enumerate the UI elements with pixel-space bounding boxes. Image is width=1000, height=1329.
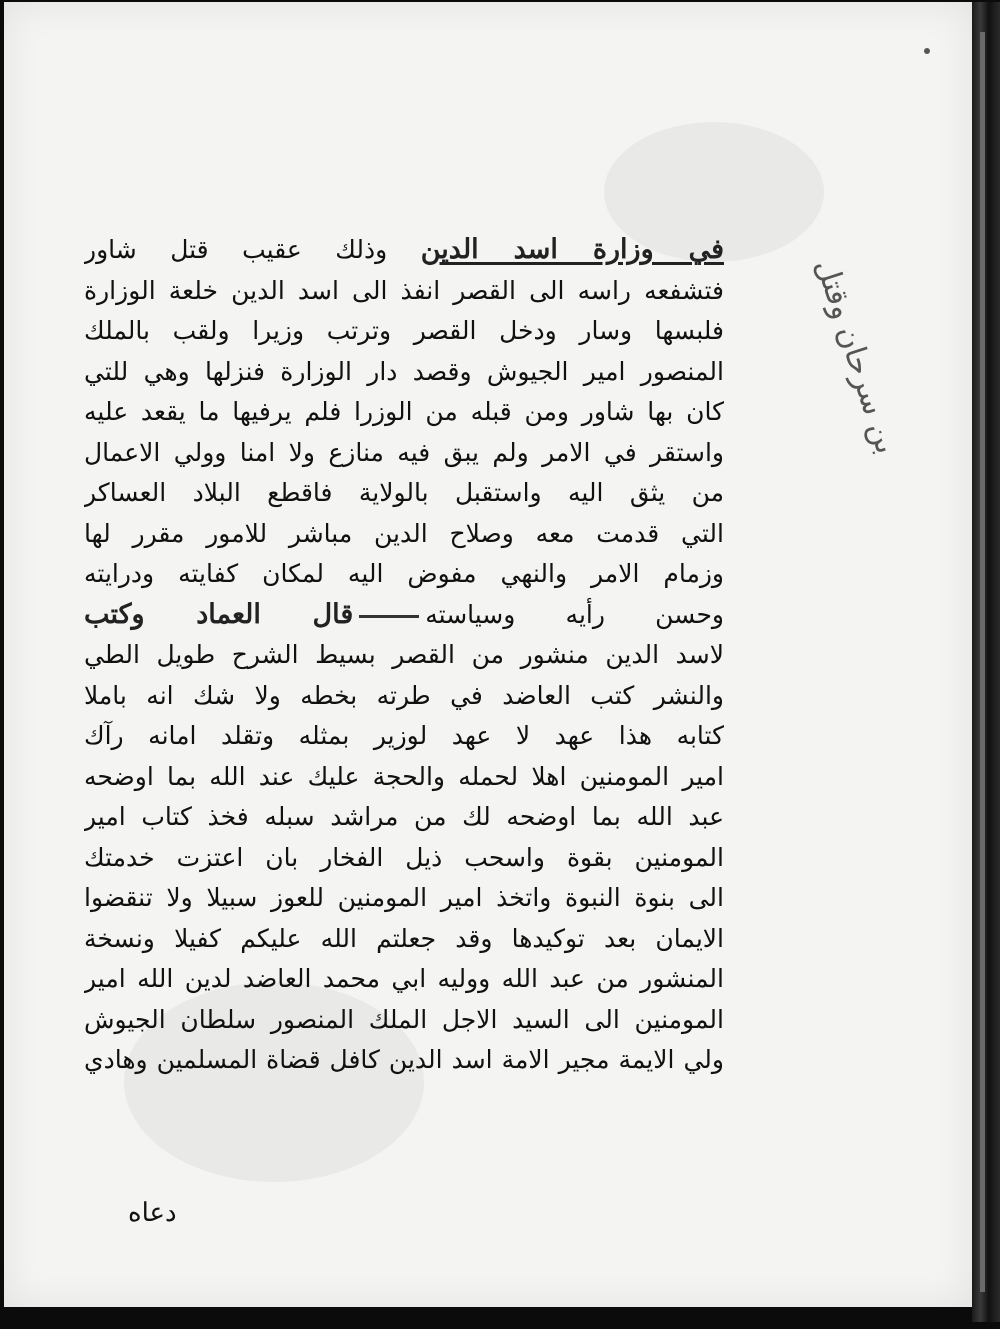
manuscript-line bbox=[84, 919, 724, 960]
manuscript-line bbox=[84, 797, 724, 838]
manuscript-line bbox=[84, 757, 724, 798]
manuscript-text bbox=[84, 230, 724, 1081]
manuscript-line bbox=[84, 676, 724, 717]
page-edge bbox=[972, 2, 1000, 1322]
line-text: كتابه هذا عهد لا عهد لوزير بمثله وتقلد امانه رآك bbox=[84, 721, 724, 750]
line-text: الايمان بعد توكيدها وقد جعلتم الله عليكم كفيلا ونسخة bbox=[84, 923, 724, 953]
line-text: المنشور من عبد الله ووليه ابي محمد العاضد لدين الله امير bbox=[84, 964, 724, 993]
line-text: المومنين بقوة واسحب ذيل الفخار بان اعتزت خدمتك bbox=[84, 842, 724, 872]
manuscript-line bbox=[84, 392, 724, 433]
line-text: وحسن رأيه وسياسته bbox=[425, 599, 724, 629]
line-text: من يثق اليه واستقبل بالولاية فاقطع البلاد العساكر bbox=[84, 478, 724, 507]
line-text: والنشر كتب العاضد في طرته بخطه ولا شك انه باملا bbox=[84, 680, 724, 710]
catchword: دعاه bbox=[128, 1198, 177, 1228]
line-text: التي قدمت معه وصلاح الدين مباشر للامور مقرر لها bbox=[84, 518, 724, 548]
line-text: امير المومنين اهلا لحمله والحجة عليك عند الله بما اوضحه bbox=[84, 761, 724, 791]
manuscript-line bbox=[84, 311, 724, 352]
line-text: المومنين الى السيد الاجل الملك المنصور سلطان الجيوش bbox=[84, 1004, 724, 1034]
manuscript-line bbox=[84, 595, 724, 636]
manuscript-line bbox=[84, 838, 724, 879]
margin-note: بن سرحان وقتل bbox=[808, 254, 904, 459]
line-text: كان بها شاور ومن قبله من الوزرا فلم يرفيها ما يقعد عليه bbox=[84, 397, 724, 426]
manuscript-line bbox=[84, 433, 724, 474]
manuscript-line bbox=[84, 271, 724, 312]
manuscript-line bbox=[84, 230, 724, 271]
line-text: ولي الايمة مجير الامة اسد الدين كافل قضاة المسلمين وهادي bbox=[84, 1045, 724, 1074]
line-text: فتشفعه راسه الى القصر انفذ الى اسد الدين خلعة الوزارة bbox=[84, 275, 724, 305]
manuscript-line bbox=[84, 716, 724, 757]
line-text: الى بنوة النبوة واتخذ امير المومنين للعوز سبيلا ولا تنقضوا bbox=[84, 883, 724, 912]
manuscript-line bbox=[84, 514, 724, 555]
line-text: فلبسها وسار ودخل القصر وترتب وزيرا ولقب بالملك bbox=[84, 316, 724, 345]
manuscript-line bbox=[84, 959, 724, 1000]
section-heading: في وزارة اسد الدين bbox=[420, 234, 724, 265]
ink-dot bbox=[924, 48, 930, 54]
quote-marker: قال العماد وكتب bbox=[84, 598, 354, 630]
binding-stripe bbox=[980, 32, 985, 1292]
line-text: المنصور امير الجيوش وقصد دار الوزارة فنزلها وهي للتي bbox=[84, 356, 724, 386]
manuscript-line bbox=[84, 1040, 724, 1081]
manuscript-line bbox=[84, 473, 724, 514]
manuscript-line bbox=[84, 1000, 724, 1041]
manuscript-line bbox=[84, 554, 724, 595]
manuscript-line bbox=[84, 635, 724, 676]
line-text: وذلك عقيب قتل شاور bbox=[84, 235, 388, 264]
line-text: واستقر في الامر ولم يبق فيه منازع ولا امنا وولي الاعمال bbox=[84, 437, 724, 467]
line-text: لاسد الدين منشور من القصر بسيط الشرح طويل الطي bbox=[84, 640, 724, 669]
manuscript-line bbox=[84, 352, 724, 393]
line-text: وزمام الامر والنهي مفوض اليه لمكان كفايته ودرايته bbox=[84, 559, 724, 588]
manuscript-line bbox=[84, 878, 724, 919]
line-gap-mark bbox=[359, 615, 419, 618]
line-text: عبد الله بما اوضحه لك من مراشد سبله فخذ كتاب امير bbox=[84, 802, 724, 831]
manuscript-page bbox=[4, 2, 974, 1307]
